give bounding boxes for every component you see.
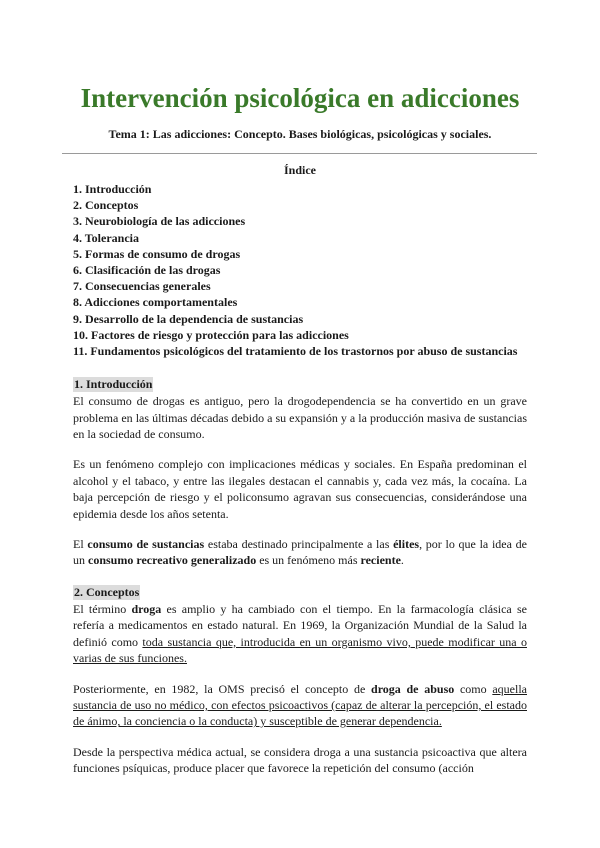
paragraph: El consumo de sustancias estaba destinado principalmente a las élites, por lo que la idea de un consumo recreativo generalizado es un fenómeno más reciente. xyxy=(73,537,527,568)
horizontal-divider xyxy=(62,153,537,154)
section-heading: 2. Conceptos xyxy=(74,584,140,599)
paragraph: El consumo de drogas es antiguo, pero la drogodependencia se ha convertido en un grave problema en las últimas décadas debido a su expansión y a la producción masiva de sustancias en la sociedad de consumo. xyxy=(73,394,527,442)
toc-item: 11. Fundamentos psicológicos del tratamiento de los trastornos por abuso de sustancias xyxy=(73,344,518,359)
document-subtitle: Tema 1: Las adicciones: Concepto. Bases biológicas, psicológicas y sociales. xyxy=(108,127,492,141)
paragraph: Posteriormente, en 1982, la OMS precisó el concepto de droga de abuso como aquella sustancia de uso no médico, con efectos psicoactivos (capaz de alterar la percepción, el estado de ánimo, la conciencia o la conducta) y susceptible de generar dependencia. xyxy=(73,681,527,729)
toc-item: 3. Neurobiología de las adicciones xyxy=(73,214,246,229)
paragraph: Desde la perspectiva médica actual, se considera droga a una sustancia psicoactiva que altera funciones psíquicas, produce placer que favorece la repetición del consumo (acción xyxy=(73,744,527,776)
section-heading: 1. Introducción xyxy=(74,377,153,392)
paragraph: El término droga es amplio y ha cambiado con el tiempo. En la farmacología clásica se refería a medicamentos en estado natural. En 1969, la Organización Mundial de la Salud la definió como toda sustancia que, introducida en un organismo vivo, puede modificar una o varias de sus funciones. xyxy=(73,601,527,666)
paragraph: Es un fenómeno complejo con implicaciones médicas y sociales. En España predominan el alcohol y el tabaco, y entre las ilegales destacan el cannabis y, cada vez más, la cocaína. La baja percepción de riesgo y el policonsumo agravan sus consecuencias, considerándose una epidemia desde los años setenta. xyxy=(73,457,527,521)
section-conceptos xyxy=(73,583,527,777)
toc-item: 10. Factores de riesgo y protección para las adicciones xyxy=(73,327,349,342)
toc-item: 8. Adicciones comportamentales xyxy=(73,295,238,310)
toc-item: 1. Introducción xyxy=(73,182,152,196)
toc-item: 4. Tolerancia xyxy=(73,230,140,245)
document-title: Intervención psicológica en adicciones xyxy=(80,83,520,113)
toc-item: 5. Formas de consumo de drogas xyxy=(73,246,241,261)
toc-item: 2. Conceptos xyxy=(73,198,139,213)
index-heading: Índice xyxy=(283,163,316,177)
toc-item: 7. Consecuencias generales xyxy=(73,279,211,294)
toc-item: 6. Clasificación de las drogas xyxy=(73,263,221,278)
table-of-contents xyxy=(73,181,527,359)
section-introduccion xyxy=(73,375,527,569)
toc-item: 9. Desarrollo de la dependencia de sustancias xyxy=(73,311,304,326)
